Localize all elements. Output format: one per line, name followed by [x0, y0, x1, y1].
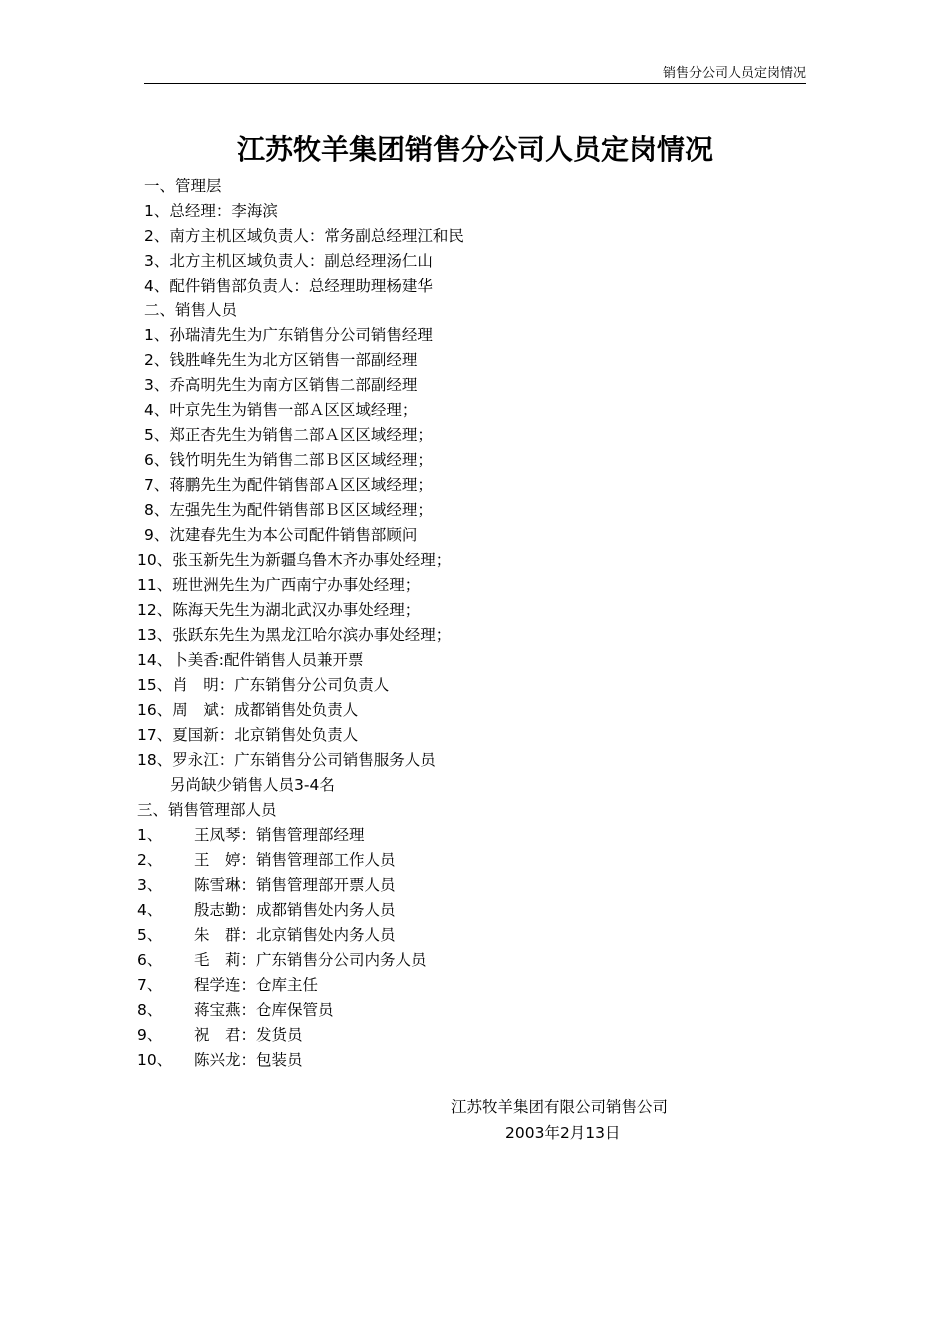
list-item-number: 2、	[137, 851, 163, 869]
list-item: 4、叶京先生为销售一部Ａ区区域经理；	[144, 401, 418, 419]
list-item: 程学连：仓库主任	[194, 976, 319, 994]
list-item-number: 7、	[137, 976, 163, 994]
list-item: 3、乔高明先生为南方区销售二部副经理	[144, 376, 418, 394]
list-item: 16、周 斌：成都销售处负责人	[137, 701, 359, 719]
list-item: 17、夏国新：北京销售处负责人	[137, 726, 359, 744]
signature-company: 江苏牧羊集团有限公司销售公司	[451, 1098, 669, 1116]
sales-note: 另尚缺少销售人员3-4名	[170, 776, 335, 794]
list-item: 陈雪琳：销售管理部开票人员	[194, 876, 396, 894]
section-heading-sales: 二、销售人员	[144, 301, 238, 319]
list-item: 祝 君：发货员	[194, 1026, 303, 1044]
list-item: 蒋宝燕：仓库保管员	[194, 1001, 334, 1019]
list-item: 5、郑正杏先生为销售二部Ａ区区域经理；	[144, 426, 433, 444]
list-item: 13、张跃东先生为黑龙江哈尔滨办事处经理；	[137, 626, 452, 644]
list-item: 12、陈海天先生为湖北武汉办事处经理；	[137, 601, 421, 619]
list-item-number: 9、	[137, 1026, 163, 1044]
list-item: 3、北方主机区域负责人：副总经理汤仁山	[144, 252, 433, 270]
list-item: 15、肖 明：广东销售分公司负责人	[137, 676, 390, 694]
list-item-number: 3、	[137, 876, 163, 894]
list-item-number: 5、	[137, 926, 163, 944]
list-item: 陈兴龙：包装员	[194, 1051, 303, 1069]
list-item: 1、总经理：李海滨	[144, 202, 278, 220]
list-item: 14、卜美香:配件销售人员兼开票	[137, 651, 364, 669]
list-item: 10、张玉新先生为新疆乌鲁木齐办事处经理；	[137, 551, 452, 569]
list-item-number: 4、	[137, 901, 163, 919]
document-title: 江苏牧羊集团销售分公司人员定岗情况	[236, 133, 713, 166]
list-item: 11、班世洲先生为广西南宁办事处经理；	[137, 576, 421, 594]
signature-date: 2003年2月13日	[505, 1124, 621, 1142]
list-item: 4、配件销售部负责人：总经理助理杨建华	[144, 277, 433, 295]
list-item: 18、罗永江：广东销售分公司销售服务人员	[137, 751, 436, 769]
header-rule	[144, 83, 806, 84]
list-item: 7、蒋鹏先生为配件销售部Ａ区区域经理；	[144, 476, 433, 494]
list-item: 8、左强先生为配件销售部Ｂ区区域经理；	[144, 501, 433, 519]
list-item: 1、孙瑞清先生为广东销售分公司销售经理	[144, 326, 433, 344]
list-item: 毛 莉：广东销售分公司内务人员	[194, 951, 427, 969]
list-item: 王 婷：销售管理部工作人员	[194, 851, 396, 869]
section-heading-sales-admin: 三、销售管理部人员	[137, 801, 277, 819]
list-item-number: 1、	[137, 826, 163, 844]
list-item-number: 6、	[137, 951, 163, 969]
list-item: 2、钱胜峰先生为北方区销售一部副经理	[144, 351, 418, 369]
running-header: 销售分公司人员定岗情况	[662, 66, 806, 81]
section-heading-management: 一、管理层	[144, 177, 222, 195]
list-item-number: 8、	[137, 1001, 163, 1019]
list-item: 6、钱竹明先生为销售二部Ｂ区区域经理；	[144, 451, 433, 469]
list-item: 2、南方主机区域负责人：常务副总经理江和民	[144, 227, 464, 245]
list-item: 朱 群：北京销售处内务人员	[194, 926, 396, 944]
list-item: 殷志勤：成都销售处内务人员	[194, 901, 396, 919]
list-item: 9、沈建春先生为本公司配件销售部顾问	[144, 526, 418, 544]
list-item-number: 10、	[137, 1051, 173, 1069]
list-item: 王凤琴：销售管理部经理	[194, 826, 365, 844]
